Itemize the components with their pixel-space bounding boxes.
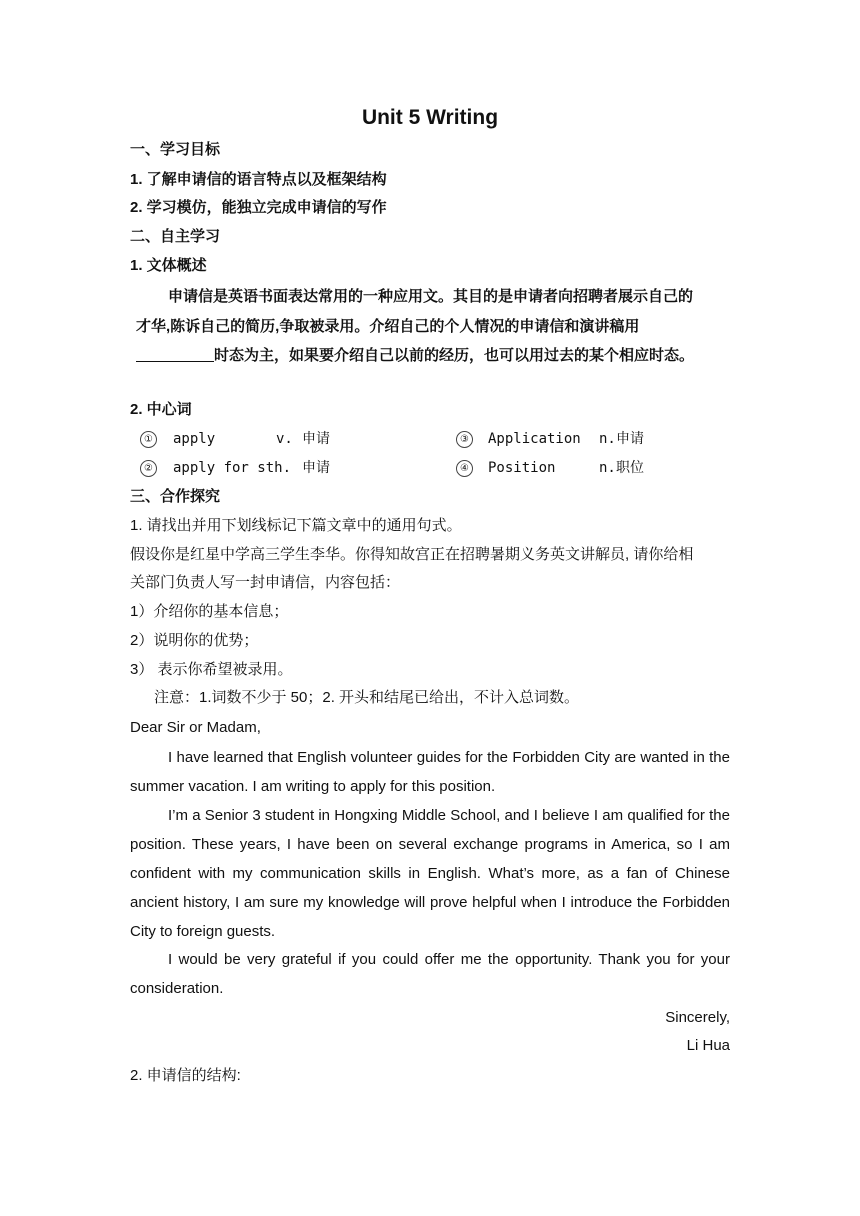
vocab-pos: v. [276,431,293,447]
letter-paragraph-1 [130,743,730,801]
vocab-number: ④ [456,460,473,477]
genre-overview-text [136,282,706,371]
objective-2: 2. 学习模仿，能独立完成申请信的写作 [130,199,387,216]
letter-signature: Li Hua [686,1037,730,1054]
letter-paragraph-2 [130,801,730,946]
vocab-pos: n. [599,431,616,447]
letter-closing: Sincerely, [665,1009,730,1026]
vocab-row [140,429,700,451]
vocab-word: Position [488,460,556,476]
vocab-meaning: 申请 [616,431,644,447]
requirement-3: 3） 表示你希望被录用。 [130,661,293,678]
section1-heading: 一、学习目标 [130,141,221,158]
vocab-meaning: 职位 [616,460,644,476]
vocab-meaning: 申请 [302,431,330,447]
vocab-word: Application [488,431,581,447]
vocab-word: apply for sth. [173,460,292,476]
section3-heading: 三、合作探究 [130,488,221,505]
page-title: Unit 5 Writing [361,106,499,129]
intro-text-part1: 申请信是英语书面表达常用的一种应用文。其目的是申请者向招聘者展示自己的才华,陈诉自己的简历,争取被录用。介绍自己的个人情况的申请信和演讲稿用 [136,288,694,335]
objective-1: 1. 了解申请信的语言特点以及框架结构 [130,171,387,188]
vocab-pos: n. [599,460,616,476]
vocab-number: ① [140,431,157,448]
prompt-line-1: 假设你是红星中学高三学生李华。你得知故宫正在招聘暑期义务英文讲解员, 请你给相 [130,546,694,563]
requirement-1: 1）介绍你的基本信息； [130,603,289,620]
requirement-2: 2）说明你的优势； [130,632,259,649]
vocab-number: ③ [456,431,473,448]
letter-salutation: Dear Sir or Madam, [130,719,261,736]
vocab-row [140,458,700,480]
letter-paragraph-2-text: I’m a Senior 3 student in Hongxing Middle School, and I believe I am qualified for the position. These years, I have been on several exchange programs in America, so I am confident with my communication skills in English. What’s more, as a fan of Chinese ancient history, I am sure my knowledge will prove helpful when I introduce the Forbidden City to foreign guests. [130,807,730,940]
note: 注意：1.词数不少于 50；2. 开头和结尾已给出，不计入总词数。 [154,689,580,706]
letter-paragraph-1-text: I have learned that English volunteer guides for the Forbidden City are wanted in the summer vacation. I am writing to apply for this position. [130,749,730,795]
vocab-meaning: 申请 [302,460,330,476]
vocab-word: apply [173,431,216,447]
section2-heading: 二、自主学习 [130,228,221,245]
key-words-heading: 2. 中心词 [130,401,192,418]
letter-paragraph-3 [130,945,730,1003]
fill-blank[interactable] [136,345,214,362]
task-1: 1. 请找出并用下划线标记下篇文章中的通用句式。 [130,517,462,534]
genre-overview-heading: 1. 文体概述 [130,257,207,274]
task-2: 2. 申请信的结构: [130,1067,241,1084]
vocab-number: ② [140,460,157,477]
intro-text-part2: 时态为主，如果要介绍自己以前的经历，也可以用过去的某个相应时态。 [214,347,695,364]
prompt-line-2: 关部门负责人写一封申请信，内容包括： [130,574,401,591]
letter-paragraph-3-text: I would be very grateful if you could offer me the opportunity. Thank you for your consideration. [130,951,730,997]
